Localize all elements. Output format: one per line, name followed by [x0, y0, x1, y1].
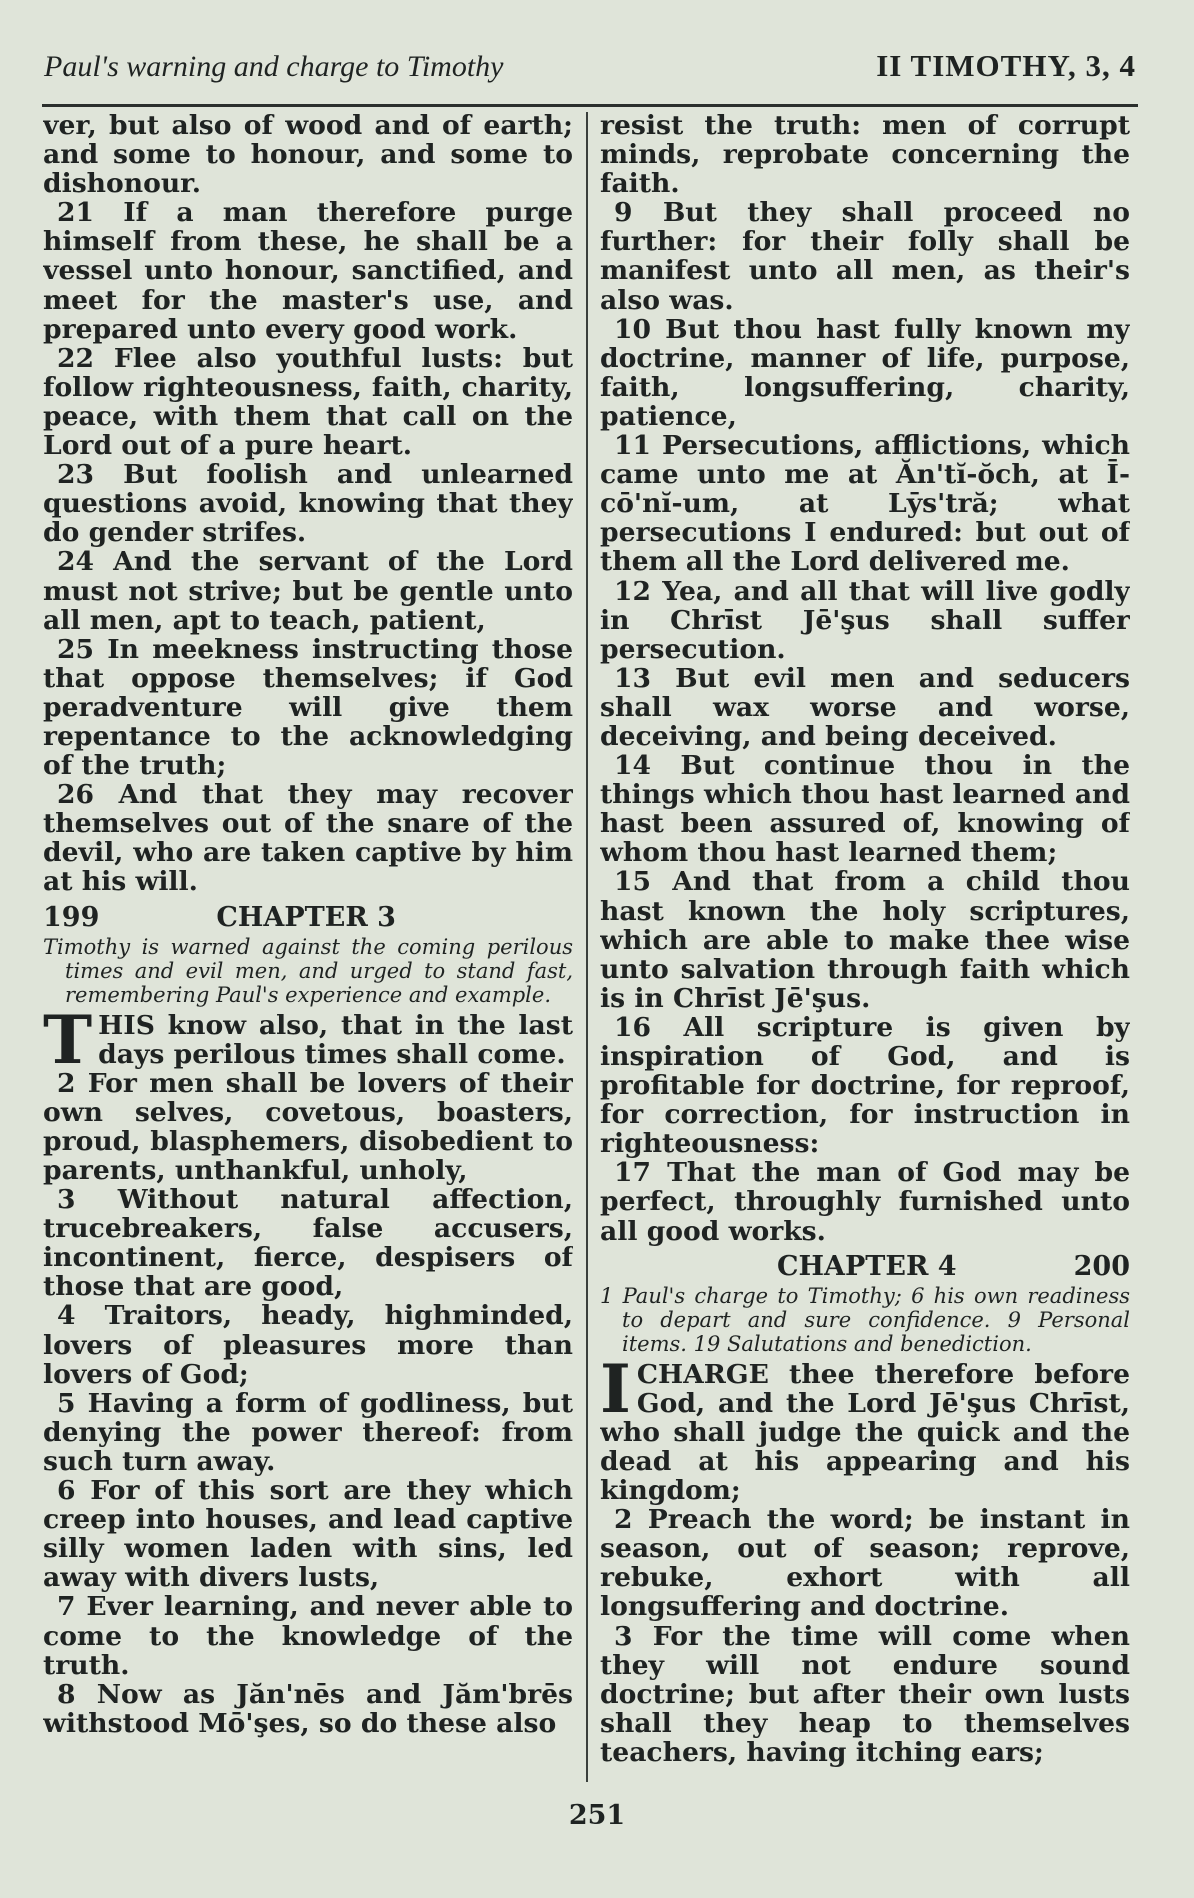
verse: ver, but also of wood and of earth; and some to honour, and some to dishonour. [43, 111, 573, 200]
chapter-3-marginal-number: 199 [43, 901, 100, 933]
header-topic: Paul's warning and charge to Timothy [44, 50, 504, 83]
chapter-4-title: CHAPTER 4 [777, 1250, 957, 1282]
verse: 10 But thou hast fully known my doctrine, manner of life, purpose, faith, longsuffering, charity, patience, [600, 313, 1130, 432]
verse: 4 Traitors, heady, highminded, lovers of pleasures more than lovers of God; [43, 1300, 573, 1390]
column-divider [586, 112, 588, 1782]
verses-chapter-4 [600, 1349, 1130, 1768]
chapter-3-heading [43, 903, 573, 933]
header-rule [42, 104, 1138, 107]
chapter-4-summary: 1 Paul's charge to Timothy; 6 his own readiness to depart and sure confidence. 9 Personal items. 19 Salutations and benediction. [600, 1283, 1130, 1356]
chapter-4-marginal-number: 200 [1073, 1250, 1130, 1282]
verse: 2 Preach the word; be instant in season, out of season; reprove, rebuke, exhort with all longsuffering and doctrine. [600, 1504, 1130, 1623]
verse: 3 Without natural affection, trucebreakers, false accusers, incontinent, fierce, despisers of those that are good, [43, 1184, 573, 1303]
verses-chapter-3-continued [600, 111, 1130, 1246]
verse: 17 That the man of God may be perfect, throughly furnished unto all good works. [600, 1157, 1130, 1247]
verse: 21 If a man therefore purge himself from these, he shall be a vessel unto honour, sanctified, and meet for the master's use, and prepared unto every good work. [43, 197, 573, 345]
verse: 12 Yea, and all that will live godly in Chrīst Jē'şus shall suffer persecution. [600, 575, 1130, 665]
verses-chapter-3 [43, 1000, 573, 1739]
verse: ICHARGE thee therefore before God, and the Lord Jē'şus Chrīst, who shall judge the quick and the dead at his appearing and his kingdom; [600, 1349, 1130, 1507]
verse: 16 All scripture is given by inspiration of God, and is profitable for doctrine, for reproof, for correction, for instruction in righteousness: [600, 1011, 1130, 1160]
verse: 23 But foolish and unlearned questions avoid, knowing that they do gender strifes. [43, 459, 573, 549]
header-book-chapters: II TIMOTHY, 3, 4 [876, 48, 1136, 83]
running-header [44, 48, 1136, 96]
chapter-4-heading [600, 1252, 1130, 1282]
verse: 14 But continue thou in the things which thou hast learned and hast been assured of, knowing of whom thou hast learned them; [600, 750, 1130, 869]
verse: 13 But evil men and seducers shall wax worse and worse, deceiving, and being deceived. [600, 662, 1130, 752]
right-column [600, 111, 1130, 1787]
verse: THIS know also, that in the last days perilous times shall come. [43, 1000, 573, 1079]
verse: 11 Persecutions, afflictions, which came unto me at Ăn'tĭ-ŏch, at Ī-cō'nĭ-um, at Lȳs'tră; what persecutions I endured: but out of them all the Lord delivered me. [600, 430, 1130, 578]
verse: 25 In meekness instructing those that oppose themselves; if God peradventure will give them repentance to the acknowledging of the truth; [43, 633, 573, 782]
chapter-3-title: CHAPTER 3 [216, 901, 396, 933]
verse: 5 Having a form of godliness, but denying the power thereof: from such turn away. [43, 1387, 573, 1477]
verse: 2 For men shall be lovers of their own selves, covetous, boasters, proud, blasphemers, disobedient to parents, unthankful, unholy, [43, 1067, 573, 1186]
verse: resist the truth: men of corrupt minds, reprobate concerning the faith. [600, 111, 1130, 200]
chapter-3-summary: Timothy is warned against the coming perilous times and evil men, and urged to stand fast, remembering Paul's experience and example. [43, 934, 573, 1007]
page-number: 251 [568, 1800, 626, 1831]
left-column [43, 111, 573, 1787]
verse: 3 For the time will come when they will not endure sound doctrine; but after their own lusts shall they heap to themselves teachers, having itching ears; [600, 1620, 1130, 1768]
verse: 22 Flee also youthful lusts: but follow righteousness, faith, charity, peace, with them that call on the Lord out of a pure heart. [43, 342, 573, 462]
verse: 7 Ever learning, and never able to come to the knowledge of the truth. [43, 1591, 573, 1681]
verses-chapter-2 [43, 111, 573, 897]
verse: 9 But they shall proceed no further: for their folly shall be manifest unto all men, as their's also was. [600, 197, 1130, 316]
verse: 15 And that from a child thou hast known the holy scriptures, which are able to make thee wise unto salvation through faith which is in Chrīst Jē'şus. [600, 866, 1130, 1014]
verse: 8 Now as Jăn'nēs and Jăm'brēs withstood Mō'şes, so do these also [43, 1678, 573, 1739]
verse: 26 And that they may recover themselves out of the snare of the devil, who are taken captive by him at his will. [43, 779, 573, 898]
verse: 6 For of this sort are they which creep into houses, and lead captive silly women laden with sins, led away with divers lusts, [43, 1475, 573, 1594]
verse: 24 And the servant of the Lord must not strive; but be gentle unto all men, apt to teach, patient, [43, 546, 573, 636]
